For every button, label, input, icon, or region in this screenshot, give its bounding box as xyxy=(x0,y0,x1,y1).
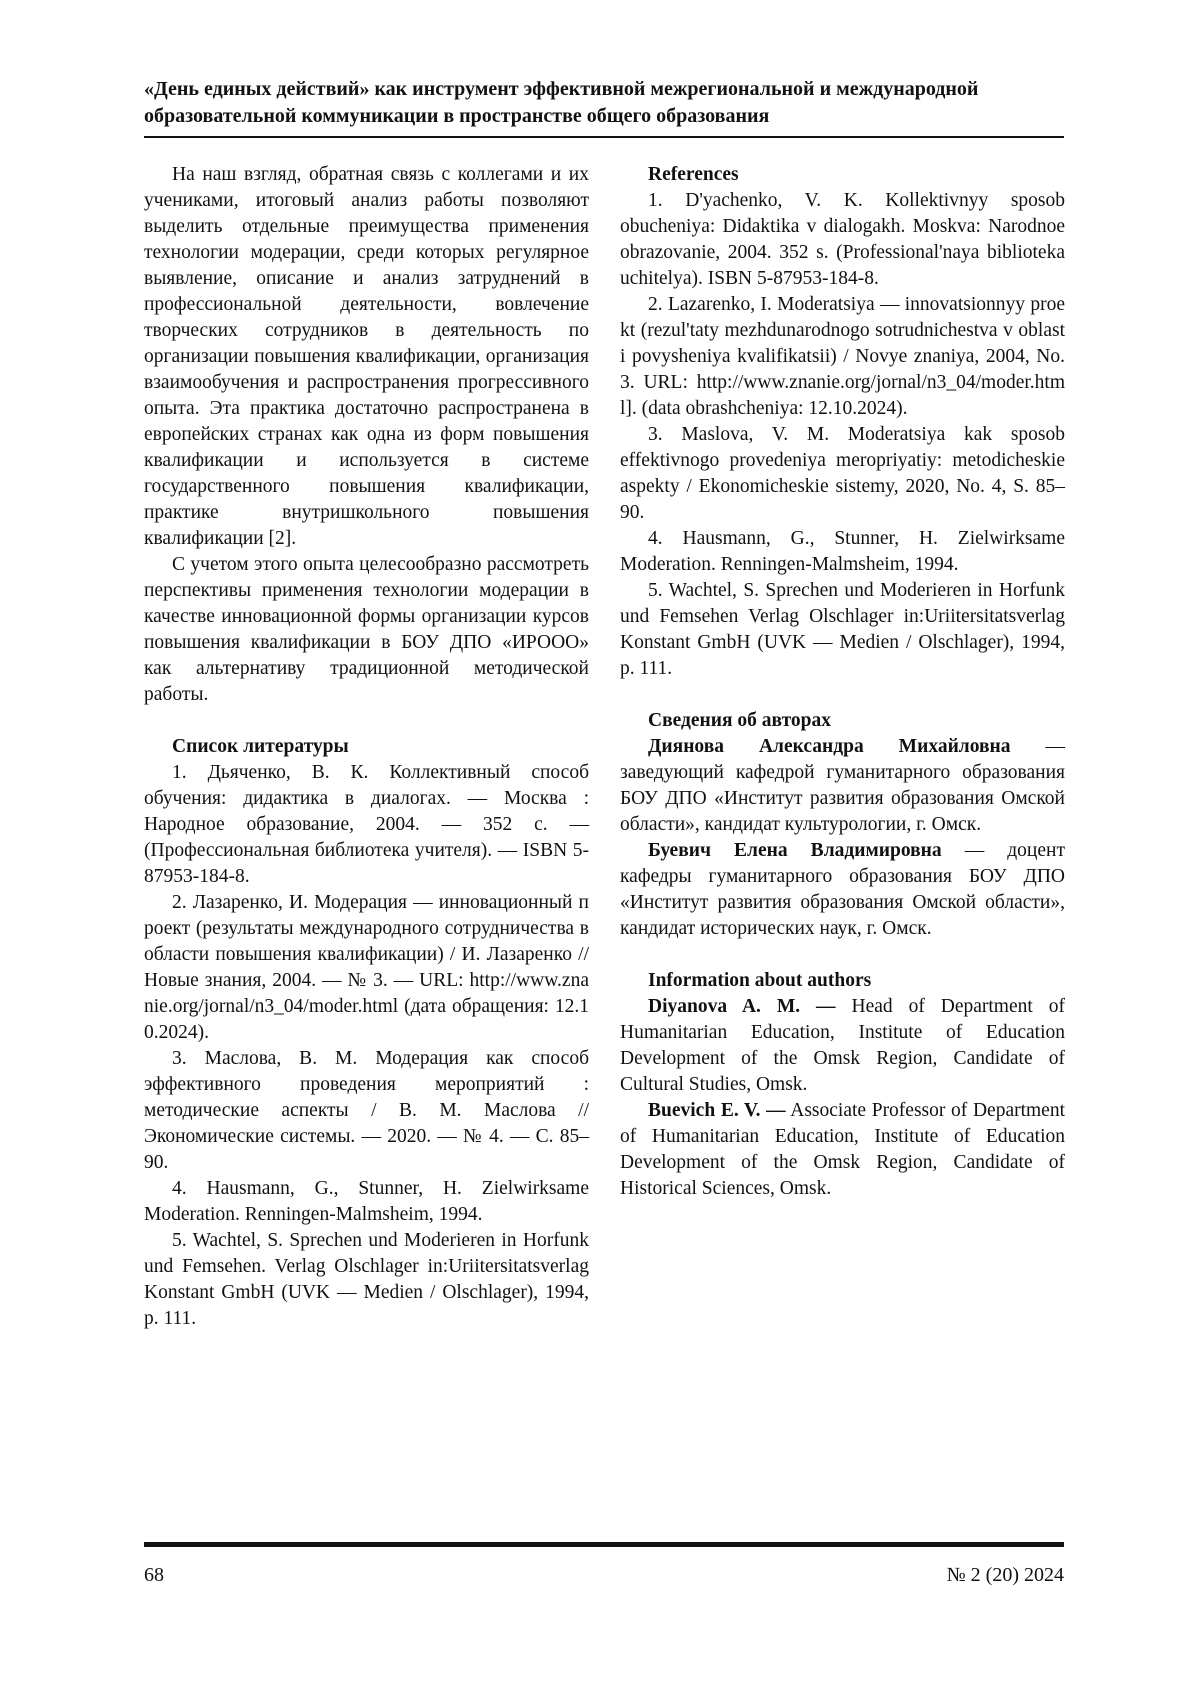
author-name: Буевич Елена Владимировна xyxy=(648,840,942,861)
author-name: Buevich E. V. — xyxy=(648,1100,786,1121)
reference-ru-item: 3. Маслова, В. М. Модерация как способ эффективного проведения мероприятий : методические аспекты / В. М. Маслова // Экономические системы. — 2020. — № 4. — С. 85–90. xyxy=(144,1046,589,1176)
references-ru-heading: Список литературы xyxy=(144,734,589,760)
author-details: Associate Professor of Department of Humanitarian Education, Institute of Education Development of the Omsk Region, Candidate of Historical Sciences, Omsk. xyxy=(620,1100,1065,1199)
header-title-line2: образовательной коммуникации в пространстве общего образования xyxy=(144,105,769,127)
author-name: Диянова Александра Михайловна xyxy=(648,736,1011,757)
author-name: Diyanova A. M. — xyxy=(648,996,836,1017)
reference-en-item: 1. D'yachenko, V. K. Kollektivnyy sposob obucheniya: Didaktika v dialogakh. Moskva: Narodnoe obrazovanie, 2004. 352 s. (Professional'naya biblioteka uchitelya). ISBN 5-87953-184-8. xyxy=(620,188,1065,292)
spacer xyxy=(620,682,1065,708)
header-divider xyxy=(144,136,1064,138)
authors-ru-heading: Сведения об авторах xyxy=(620,708,1065,734)
header-title xyxy=(144,76,1064,130)
footer-divider xyxy=(144,1542,1064,1547)
running-header xyxy=(144,76,1064,130)
header-title-line1: «День единых действий» как инструмент эффективной межрегиональной и международной xyxy=(144,78,978,100)
right-column xyxy=(620,162,1065,1202)
spacer xyxy=(620,942,1065,968)
spacer xyxy=(144,708,589,734)
page-number: 68 xyxy=(144,1564,164,1587)
reference-en-item: 5. Wachtel, S. Sprechen und Moderieren in Horfunk und Femsehen Verlag Olschlager in:Uriitersitatsverlag Konstant GmbH (UVK — Medien / Olschlager), 1994, p. 111. xyxy=(620,578,1065,682)
author-details: — доцент кафедры гуманитарного образования БОУ ДПО «Институт развития образования Омской области», кандидат исторических наук, г. Омск. xyxy=(620,840,1065,939)
issue-number: № 2 (20) 2024 xyxy=(947,1564,1064,1587)
reference-ru-item: 4. Hausmann, G., Stunner, H. Zielwirksame Moderation. Renningen-Malmsheim, 1994. xyxy=(144,1176,589,1228)
reference-en-item: 3. Maslova, V. M. Moderatsiya kak sposob effektivnogo provedeniya meropriyatiy: metodicheskie aspekty / Ekonomicheskie sistemy, 2020, No. 4, S. 85–90. xyxy=(620,422,1065,526)
authors-en-heading: Information about authors xyxy=(620,968,1065,994)
reference-ru-item: 2. Лазаренко, И. Модерация — инновационный проект (результаты международного сотрудничества в области повышения квалификации) / И. Лазаренко // Новые знания, 2004. — № 3. — URL: http://www.znanie.org/jornal/n3_04/moder.html (дата обращения: 12.10.2024). xyxy=(144,890,589,1046)
left-column xyxy=(144,162,589,1332)
author-en-entry xyxy=(620,994,1065,1098)
author-details: — заведующий кафедрой гуманитарного образования БОУ ДПО «Институт развития образования Омской области», кандидат культурологии, г. Омск. xyxy=(620,736,1065,835)
page xyxy=(0,0,1200,1697)
body-paragraph-2: С учетом этого опыта целесообразно рассмотреть перспективы применения технологии модерации в качестве инновационной формы организации курсов повышения квалификации в БОУ ДПО «ИРООО» как альтернативу традиционной методической работы. xyxy=(144,552,589,708)
author-ru-entry xyxy=(620,838,1065,942)
author-ru-entry xyxy=(620,734,1065,838)
references-en-heading: References xyxy=(620,162,1065,188)
reference-ru-item: 5. Wachtel, S. Sprechen und Moderieren in Horfunk und Femsehen. Verlag Olschlager in:Uriitersitatsverlag Konstant GmbH (UVK — Medien / Olschlager), 1994, p. 111. xyxy=(144,1228,589,1332)
reference-ru-item: 1. Дьяченко, В. К. Коллективный способ обучения: дидактика в диалогах. — Москва : Народное образование, 2004. — 352 с. — (Профессиональная библиотека учителя). — ISBN 5-87953-184-8. xyxy=(144,760,589,890)
reference-en-item: 4. Hausmann, G., Stunner, H. Zielwirksame Moderation. Renningen-Malmsheim, 1994. xyxy=(620,526,1065,578)
author-details: Head of Department of Humanitarian Education, Institute of Education Development of the Omsk Region, Candidate of Cultural Studies, Omsk. xyxy=(620,996,1065,1095)
reference-en-item: 2. Lazarenko, I. Moderatsiya — innovatsionnyy proekt (rezul'taty mezhdunarodnogo sotrudnichestva v oblasti povysheniya kvalifikatsii) / Novye znaniya, 2004, No. 3. URL: http://www.znanie.org/jornal/n3_04/moder.html]. (data obrashcheniya: 12.10.2024). xyxy=(620,292,1065,422)
author-en-entry xyxy=(620,1098,1065,1202)
body-paragraph-1: На наш взгляд, обратная связь с коллегами и их учениками, итоговый анализ работы позволяют выделить отдельные преимущества применения технологии модерации, среди которых регулярное выявление, описание и анализ затруднений в профессиональной деятельности, вовлечение творческих сотрудников в деятельность по организации повышения квалификации, организация взаимообучения и распространения прогрессивного опыта. Эта практика достаточно распространена в европейских странах как одна из форм повышения квалификации и используется в системе государственного повышения квалификации, практике внутришкольного повышения квалификации [2]. xyxy=(144,162,589,552)
